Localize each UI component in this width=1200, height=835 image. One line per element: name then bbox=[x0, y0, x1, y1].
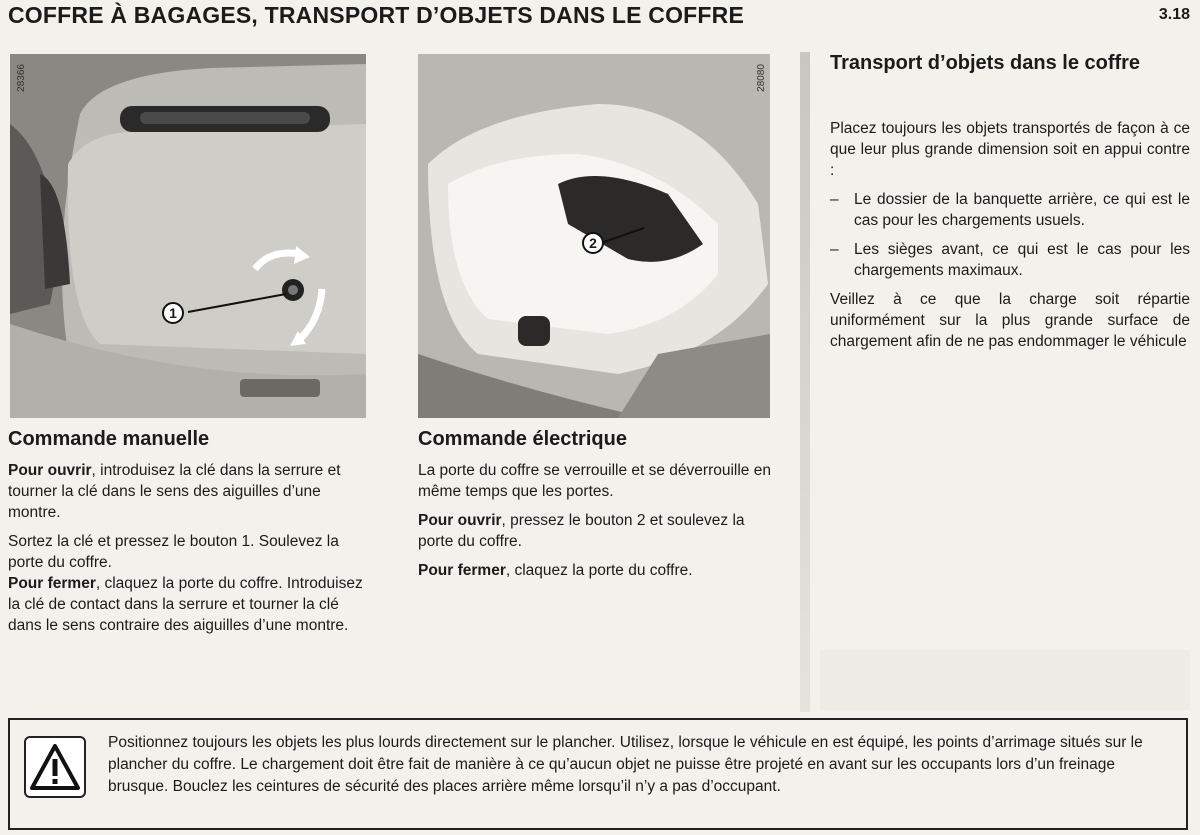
figure-reference: 28080 bbox=[756, 64, 767, 92]
figure-trunk-electric bbox=[418, 54, 770, 418]
manual-heading: Commande manuelle bbox=[8, 428, 210, 450]
manual-open-label: Pour ouvrir bbox=[8, 462, 92, 479]
electric-intro: La porte du coffre se verrouille et se déverrouille en même temps que les portes. bbox=[418, 462, 771, 500]
warning-icon bbox=[24, 736, 86, 798]
electric-close-text: , claquez la porte du coffre. bbox=[505, 562, 693, 579]
trunk-lock-illustration bbox=[10, 54, 366, 418]
manual-close-text: , claquez la porte du coffre. Introduisez la clé de contact dans la serrure et tourner la clé dans le sens contraire des aiguilles d’une montre. bbox=[8, 575, 363, 634]
section-bar bbox=[800, 52, 810, 712]
transport-item-2: Les sièges avant, ce qui est le cas pour les chargements maximaux. bbox=[854, 241, 1190, 279]
warning-text: Positionnez toujours les objets les plus lourds directement sur le plancher. Utilisez, lorsque le véhicule en est équipé, les points d’arrimage situés sur le plancher du coffre. Le chargement doit être fait de manière à ce qu’aucun objet ne puisse être projeté en avant sur les occupants lors d’un freinage brusque. Bouclez les ceintures de sécurité des places arrière même lorsqu’il n’y a pas d’occupant. bbox=[108, 734, 1143, 795]
manual-open-text: , introduisez la clé dans la serrure et tourner la clé dans le sens des aiguilles d’une montre. bbox=[8, 462, 341, 521]
figure-reference: 28366 bbox=[16, 64, 27, 92]
callout-2: 2 bbox=[582, 232, 604, 254]
warning-box bbox=[8, 718, 1188, 830]
figure-trunk-manual bbox=[10, 54, 366, 418]
transport-outro: Veillez à ce que la charge soit répartie uniformément sur la plus grande surface de chargement afin de ne pas endommager le véhicule bbox=[830, 291, 1190, 350]
electric-close-label: Pour fermer bbox=[418, 562, 506, 579]
warning-triangle-icon bbox=[26, 738, 84, 796]
callout-1: 1 bbox=[162, 302, 184, 324]
electric-open-label: Pour ouvrir bbox=[418, 512, 502, 529]
list-item: – Le dossier de la banquette arrière, ce qui est le cas pour les chargements usuels. bbox=[830, 191, 1190, 229]
transport-intro: Placez toujours les objets transportés de façon à ce que leur plus grande dimension soit en appui contre : bbox=[830, 120, 1190, 179]
manual-step-text: Sortez la clé et pressez le bouton 1. Soulevez la porte du coffre. bbox=[8, 533, 339, 571]
electric-heading: Commande électrique bbox=[418, 428, 627, 450]
page-title: COFFRE À BAGAGES, TRANSPORT D’OBJETS DANS LE COFFRE bbox=[8, 2, 745, 28]
electric-body bbox=[418, 460, 780, 589]
transport-body bbox=[830, 118, 1190, 360]
manual-close-label: Pour fermer bbox=[8, 575, 96, 592]
page-number: 3.18 bbox=[1158, 6, 1190, 23]
bleed-through bbox=[820, 650, 1190, 710]
electric-open-text: , pressez le bouton 2 et soulevez la porte du coffre. bbox=[418, 512, 745, 550]
transport-item-1: Le dossier de la banquette arrière, ce qui est le cas pour les chargements usuels. bbox=[854, 191, 1190, 229]
list-item: – Les sièges avant, ce qui est le cas pour les chargements maximaux. bbox=[830, 241, 1190, 279]
manual-body bbox=[8, 460, 370, 644]
transport-heading: Transport d’objets dans le coffre bbox=[830, 52, 1141, 74]
